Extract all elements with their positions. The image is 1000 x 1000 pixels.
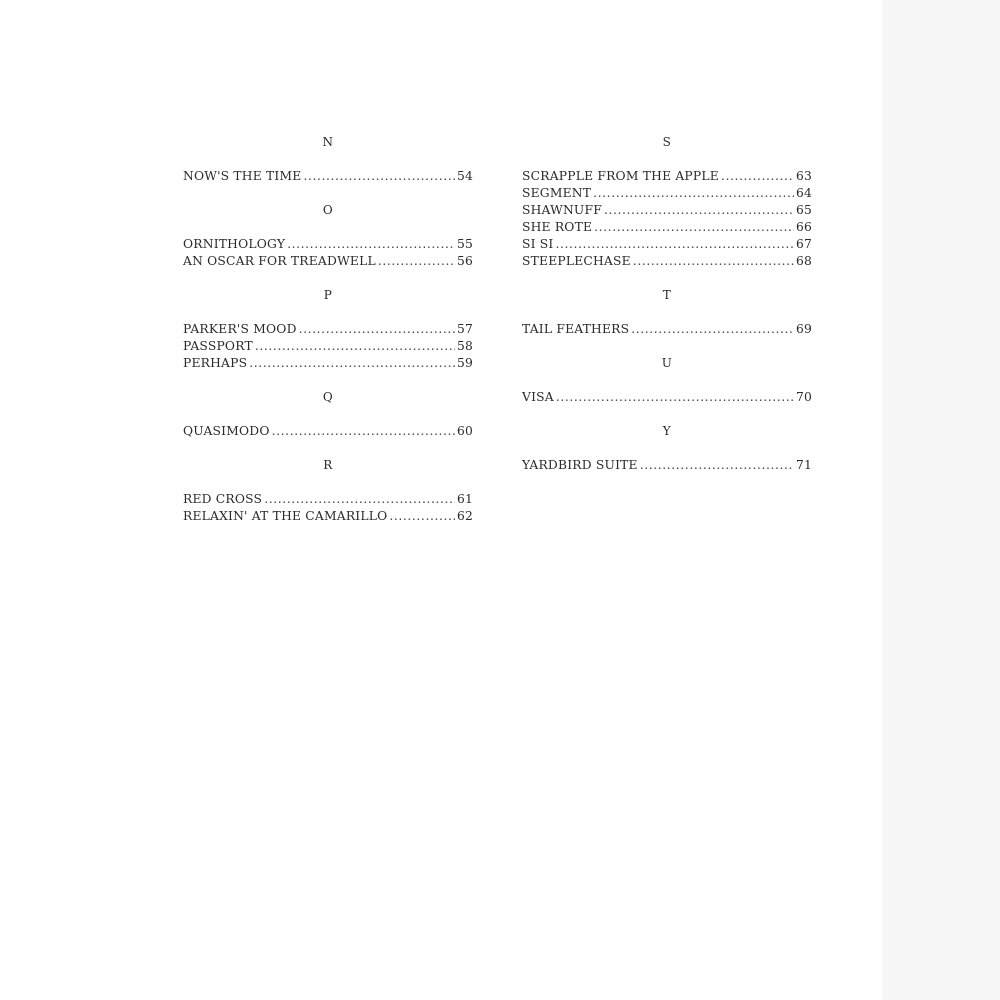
index-entry — [183, 423, 473, 440]
dot-leader — [556, 389, 794, 406]
index-entry — [522, 457, 812, 474]
entry-page-number: 71 — [795, 458, 812, 472]
index-entry — [522, 389, 812, 406]
index-entry — [522, 168, 812, 185]
entry-page-number: 56 — [456, 254, 473, 268]
index-section — [183, 134, 473, 185]
entry-title: NOW'S THE TIME — [183, 169, 302, 183]
index-left-column — [183, 134, 473, 542]
dot-leader — [604, 202, 794, 219]
index-section — [522, 134, 812, 270]
index-entry — [522, 219, 812, 236]
section-letter: N — [322, 135, 334, 149]
entry-page-number: 55 — [456, 237, 473, 251]
entry-title: SHE ROTE — [522, 220, 593, 234]
dot-leader — [255, 338, 455, 355]
entry-page-number: 70 — [795, 390, 812, 404]
section-letter: U — [661, 356, 673, 370]
dot-leader — [287, 236, 455, 253]
entry-title: SCRAPPLE FROM THE APPLE — [522, 169, 719, 183]
index-section — [522, 423, 812, 474]
dot-leader — [631, 321, 794, 338]
dot-leader — [272, 423, 455, 440]
index-entry — [183, 253, 473, 270]
entry-page-number: 67 — [795, 237, 812, 251]
entry-title: SI SI — [522, 237, 554, 251]
section-entries — [183, 321, 473, 372]
index-entry — [522, 236, 812, 253]
dot-leader — [249, 355, 455, 372]
section-entries — [522, 321, 812, 338]
entry-title: PASSPORT — [183, 339, 253, 353]
entry-title: YARDBIRD SUITE — [522, 458, 638, 472]
entry-title: RED CROSS — [183, 492, 263, 506]
entry-page-number: 58 — [456, 339, 473, 353]
index-entry — [183, 508, 473, 525]
index-section — [183, 389, 473, 440]
entry-page-number: 65 — [795, 203, 812, 217]
section-letter: O — [322, 203, 334, 217]
dot-leader — [593, 185, 794, 202]
entry-title: PARKER'S MOOD — [183, 322, 297, 336]
entry-page-number: 68 — [795, 254, 812, 268]
index-section — [522, 287, 812, 338]
entry-title: ORNITHOLOGY — [183, 237, 286, 251]
index-entry — [183, 168, 473, 185]
section-entries — [522, 389, 812, 406]
dot-leader — [299, 321, 455, 338]
index-entry — [183, 236, 473, 253]
index-entry — [183, 491, 473, 508]
index-entry — [183, 338, 473, 355]
entry-page-number: 63 — [795, 169, 812, 183]
entry-page-number: 64 — [795, 186, 812, 200]
dot-leader — [594, 219, 794, 236]
index-entry — [522, 253, 812, 270]
index-section — [183, 457, 473, 525]
entry-page-number: 66 — [795, 220, 812, 234]
entry-title: PERHAPS — [183, 356, 248, 370]
index-entry — [183, 321, 473, 338]
entry-page-number: 60 — [456, 424, 473, 438]
entry-title: TAIL FEATHERS — [522, 322, 630, 336]
section-entries — [183, 236, 473, 270]
section-letter: Q — [322, 390, 334, 404]
dot-leader — [303, 168, 455, 185]
index-section — [183, 202, 473, 270]
index-entry — [183, 355, 473, 372]
section-entries — [183, 423, 473, 440]
entry-title: QUASIMODO — [183, 424, 270, 438]
dot-leader — [389, 508, 455, 525]
index-entry — [522, 185, 812, 202]
entry-title: SHAWNUFF — [522, 203, 602, 217]
section-entries — [183, 491, 473, 525]
section-letter: S — [662, 135, 672, 149]
entry-page-number: 62 — [456, 509, 473, 523]
entry-title: VISA — [522, 390, 554, 404]
section-letter: R — [323, 458, 333, 472]
section-entries — [522, 168, 812, 270]
index-section — [183, 287, 473, 372]
index-entry — [522, 321, 812, 338]
entry-page-number: 69 — [795, 322, 812, 336]
entry-page-number: 61 — [456, 492, 473, 506]
dot-leader — [633, 253, 794, 270]
dot-leader — [378, 253, 455, 270]
index-entry — [522, 202, 812, 219]
entry-page-number: 57 — [456, 322, 473, 336]
index-section — [522, 355, 812, 406]
entry-page-number: 54 — [456, 169, 473, 183]
entry-title: SEGMENT — [522, 186, 592, 200]
index-right-column — [522, 134, 812, 491]
entry-title: RELAXIN' AT THE CAMARILLO — [183, 509, 388, 523]
entry-title: AN OSCAR FOR TREADWELL — [183, 254, 376, 268]
section-entries — [522, 457, 812, 474]
section-entries — [183, 168, 473, 185]
dot-leader — [555, 236, 793, 253]
dot-leader — [721, 168, 794, 185]
dot-leader — [640, 457, 794, 474]
entry-page-number: 59 — [456, 356, 473, 370]
dot-leader — [264, 491, 455, 508]
section-letter: P — [323, 288, 333, 302]
section-letter: Y — [662, 424, 672, 438]
section-letter: T — [662, 288, 672, 302]
entry-title: STEEPLECHASE — [522, 254, 631, 268]
